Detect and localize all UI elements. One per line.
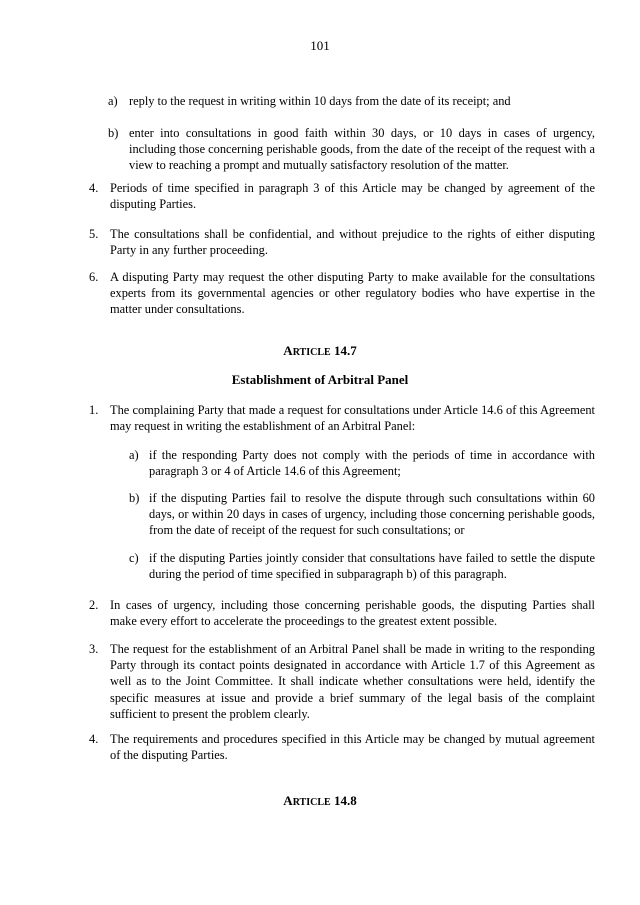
list-text: if the disputing Parties jointly consider that consultations have failed to settle the dispute during the period of time specified in subparagraph b) of this paragraph. [149, 551, 595, 582]
paragraph-number: 1. [89, 403, 99, 417]
numbered-paragraph [89, 641, 595, 722]
list-text: enter into consultations in good faith within 30 days, or 10 days in cases of urgency, including those concerning perishable goods, from the date of the receipt of the request with a view to reaching a prompt and mutually satisfactory resolution of the matter. [129, 126, 595, 173]
numbered-paragraph [89, 180, 595, 212]
list-marker: a) [108, 94, 118, 108]
article-heading [0, 793, 640, 811]
paragraph-number: 4. [89, 181, 99, 195]
numbered-paragraph [89, 731, 595, 763]
page-number: 101 [310, 38, 330, 53]
list-item [129, 447, 595, 479]
list-marker: b) [129, 491, 140, 505]
paragraph-text: A disputing Party may request the other disputing Party to make available for the consultations experts from its governmental agencies or other regulatory bodies who have expertise in the matter under consultations. [110, 270, 595, 317]
paragraph-number: 3. [89, 642, 99, 656]
list-text: if the responding Party does not comply with the periods of time in accordance with paragraph 3 or 4 of Article 14.6 of this Agreement; [149, 448, 595, 479]
paragraph-text: The consultations shall be confidential, and without prejudice to the rights of either disputing Party in any further proceeding. [110, 227, 595, 258]
article-label-initial: A [283, 343, 293, 358]
article-heading [0, 343, 640, 361]
paragraph-text: The requirements and procedures specified in this Article may be changed by mutual agreement of the disputing Parties. [110, 732, 595, 763]
paragraph-text: Periods of time specified in paragraph 3 of this Article may be changed by agreement of the disputing Parties. [110, 181, 595, 212]
paragraph-text: In cases of urgency, including those concerning perishable goods, the disputing Parties shall make every effort to accelerate the proceedings to the greatest extent possible. [110, 598, 595, 629]
numbered-paragraph [89, 226, 595, 258]
paragraph-text: The complaining Party that made a request for consultations under Article 14.6 of this Agreement may request in writing the establishment of an Arbitral Panel: [110, 403, 595, 434]
list-item [108, 93, 595, 109]
article-label-rest: RTICLE [292, 797, 331, 808]
article-label-rest: RTICLE [292, 347, 331, 358]
list-marker: a) [129, 448, 139, 462]
list-marker: b) [108, 126, 119, 140]
article-label-initial: A [283, 793, 293, 808]
article-number: 14.7 [333, 343, 357, 358]
list-text: if the disputing Parties fail to resolve the dispute through such consultations within 60 days, or within 20 days in cases of urgency, including those concerning perishable goods, from the date of receipt of the request for such consultations; or [149, 491, 595, 538]
paragraph-number: 6. [89, 270, 99, 284]
paragraph-number: 2. [89, 598, 99, 612]
list-item [129, 490, 595, 539]
list-marker: c) [129, 551, 139, 565]
list-item [108, 125, 595, 174]
list-item [129, 550, 595, 582]
paragraph-text: The request for the establishment of an Arbitral Panel shall be made in writing to the responding Party through its contact points designated in accordance with Article 1.7 of this Agreement as well as to the Joint Committee. It shall indicate whether consultations were held, identify the specific measures at issue and provide a brief summary of the legal basis of the complaint sufficient to present the problem clearly. [110, 642, 595, 721]
article-title: Establishment of Arbitral Panel [231, 372, 409, 387]
numbered-paragraph [89, 597, 595, 629]
numbered-paragraph [89, 269, 595, 318]
paragraph-number: 5. [89, 227, 99, 241]
article-number: 14.8 [333, 793, 357, 808]
paragraph-number: 4. [89, 732, 99, 746]
numbered-paragraph [89, 402, 595, 434]
list-text: reply to the request in writing within 10 days from the date of its receipt; and [129, 94, 511, 108]
